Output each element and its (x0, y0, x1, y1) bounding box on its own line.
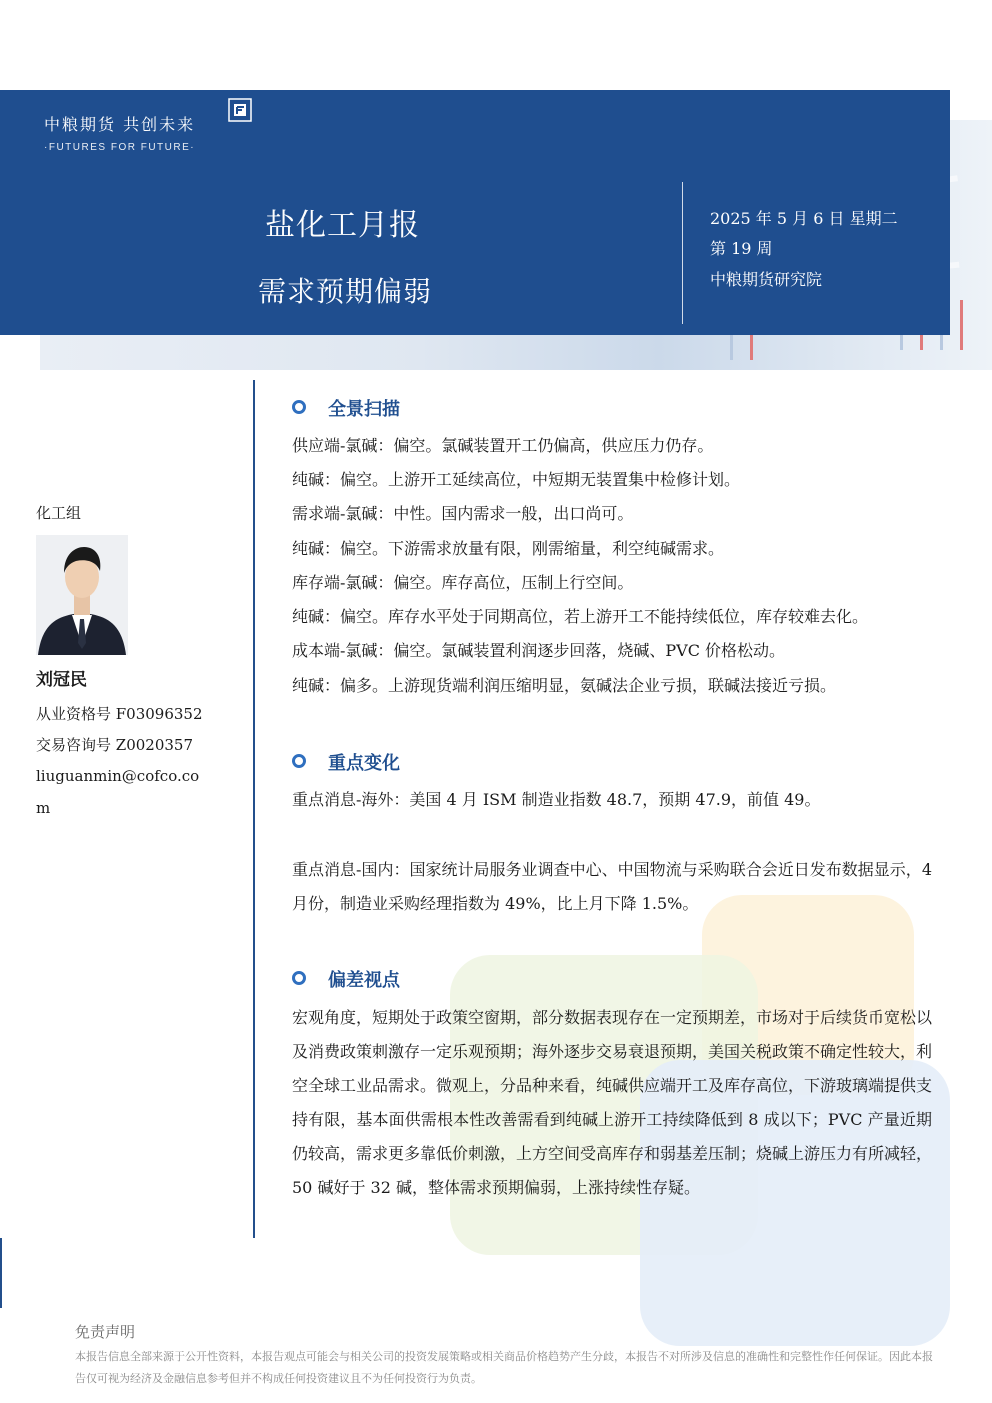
overview-line: 纯碱：偏空。下游需求放量有限，刚需缩量，利空纯碱需求。 (292, 539, 725, 558)
overview-line: 纯碱：偏多。上游现货端利润压缩明显，氨碱法企业亏损，联碱法接近亏损。 (292, 676, 837, 695)
bullet-circle-icon (292, 971, 306, 985)
overview-line: 纯碱：偏空。库存水平处于同期高位，若上游开工不能持续低位，库存较难去化。 (292, 607, 869, 626)
left-edge-line (0, 1238, 2, 1308)
bullet-circle-icon (292, 754, 306, 768)
disclaimer-text: 本报告信息全部来源于公开性资料，本报告观点可能会与相关公司的投资发展策略或相关商品价格趋势产生分歧，本报告不对所涉及信息的准确性和完整性作任何保证。因此本报告仅可视为经济及金融信息参考但并不构成任何投资建议且不为任何投资行为负责。 (75, 1350, 933, 1385)
views-paragraph: 宏观角度，短期处于政策空窗期，部分数据表现存在一定预期差，市场对于后续货币宽松以及消费政策刺激存一定乐观预期；海外逐步交易衰退预期，美国关税政策不确定性较大，利空全球工业品需求。微观上，分品种来看，纯碱供应端开工及库存高位，下游玻璃端提供支持有限，基本面供需根本性改善需看到纯碱上游开工持续降低到 8 成以下；PVC 产量近期仍较高，需求更多靠低价刺激，上方空间受高库存和弱基差压制；烧碱上游压力有所减轻，50 碱好于 32 碱，整体需求预期偏弱，上涨持续性存疑。 (292, 1008, 933, 1197)
overview-line: 纯碱：偏空。上游开工延续高位，中短期无装置集中检修计划。 (292, 470, 741, 489)
overview-line: 库存端-氯碱：偏空。库存高位，压制上行空间。 (292, 573, 634, 592)
logo-text-cn: 中粮期货 共创未来 (44, 115, 196, 134)
changes-overseas: 重点消息-海外：美国 4 月 ISM 制造业指数 48.7，预期 47.9，前值 49。 (292, 790, 821, 809)
report-subtitle: 需求预期偏弱 (258, 275, 433, 308)
overview-line: 供应端-氯碱：偏空。氯碱装置开工仍偏高，供应压力仍存。 (292, 436, 714, 455)
disclaimer-title: 免责声明 (75, 1323, 136, 1341)
overview-line: 成本端-氯碱：偏空。氯碱装置利润逐步回落，烧碱、PVC 价格松动。 (292, 641, 786, 660)
group-name: 化工组 (36, 504, 82, 522)
author-name: 刘冠民 (36, 670, 87, 690)
overview-line: 需求端-氯碱：中性。国内需求一般，出口尚可。 (292, 504, 634, 523)
license-number: 从业资格号 F03096352 (36, 705, 203, 723)
bullet-circle-icon (292, 400, 306, 414)
header-divider (682, 182, 683, 324)
logo-mark-icon (228, 98, 256, 124)
report-title: 盐化工月报 (265, 208, 420, 243)
author-email-wrap[interactable]: m (36, 799, 51, 817)
sidebar-divider (253, 380, 255, 1238)
company-logo (44, 112, 195, 153)
report-date: 2025 年 5 月 6 日 星期二 (710, 209, 898, 228)
consult-number: 交易咨询号 Z0020357 (36, 736, 193, 754)
report-institute: 中粮期货研究院 (710, 270, 823, 289)
report-week: 第 19 周 (710, 239, 773, 258)
author-photo (36, 535, 128, 655)
author-email[interactable]: liuguanmin@cofco.co (36, 767, 200, 785)
changes-domestic: 重点消息-国内：国家统计局服务业调查中心、中国物流与采购联合会近日发布数据显示，4 月份，制造业采购经理指数为 49%，比上月下降 1.5%。 (292, 860, 932, 913)
logo-text-en: ·FUTURES FOR FUTURE· (44, 142, 196, 153)
